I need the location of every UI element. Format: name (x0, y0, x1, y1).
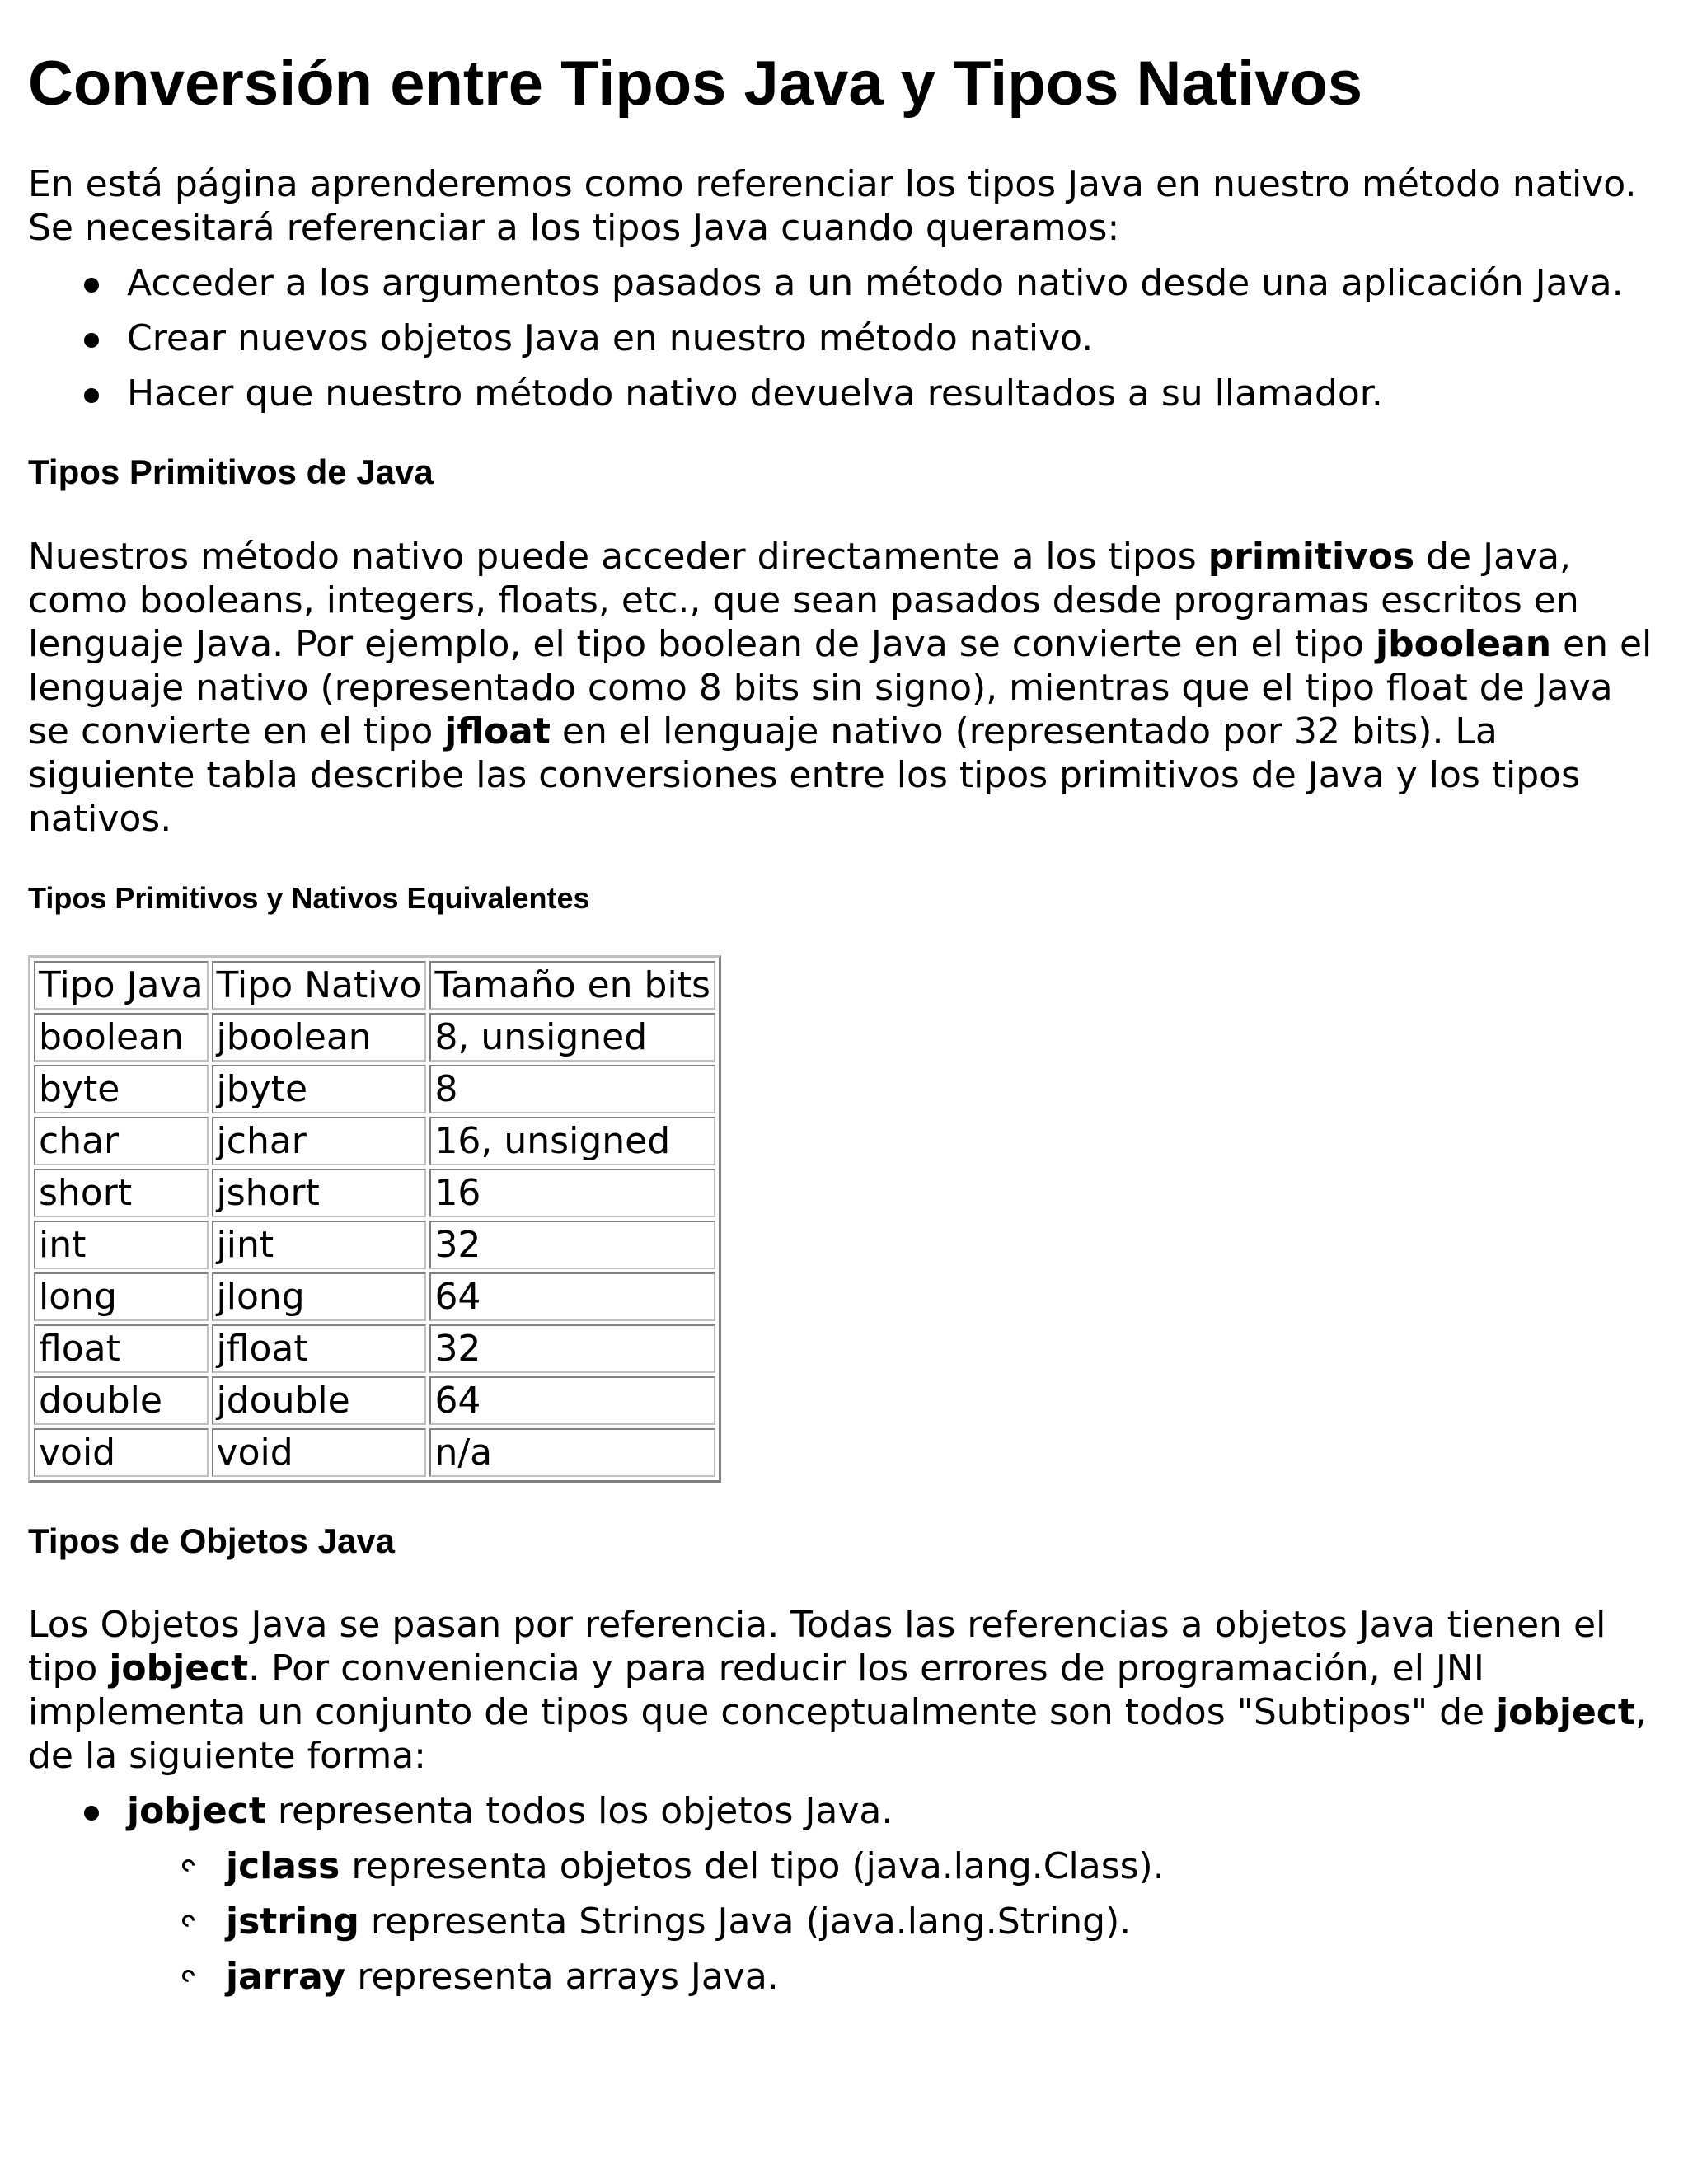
document-page (28, 48, 1660, 1999)
list-item-text: representa todos los objetos Java. (265, 1790, 893, 1833)
bullet-icon (84, 1806, 99, 1821)
bold-term: jobject (109, 1647, 249, 1690)
bold-term: jobject (1496, 1691, 1635, 1734)
table-row (34, 1272, 715, 1321)
text-span: Los Objetos Java se pasan por referencia. Todas las referencias a objetos Java tienen el tipo (28, 1604, 1606, 1690)
table-row (34, 1065, 715, 1113)
table-cell: double (34, 1376, 209, 1425)
circle-bullet-icon (180, 1857, 197, 1874)
bullet-icon (84, 333, 99, 348)
table-cell: jlong (212, 1272, 427, 1321)
list-item-text: Crear nuevos objetos Java en nuestro método nativo. (127, 317, 1094, 360)
table-cell: jboolean (212, 1013, 427, 1062)
text-span: en el lenguaje nativo (representado como 8 bits sin signo), mientras que el tipo float de Java se convierte en el tipo (28, 622, 1653, 752)
list-item-text: representa arrays Java. (345, 1956, 779, 1999)
bold-term: jstring (226, 1900, 359, 1943)
table-row (34, 1324, 715, 1373)
text-span: Nuestros método nativo puede acceder directamente a los tipos (28, 535, 1208, 578)
list-item-text: representa objetos del tipo (java.lang.Class). (340, 1845, 1165, 1888)
table-cell: 8 (429, 1065, 715, 1113)
table-header-cell: Tipo Nativo (212, 961, 427, 1010)
table-caption: Tipos Primitivos y Nativos Equivalentes (28, 880, 590, 915)
bullet-icon (84, 278, 99, 293)
primitives-paragraph (28, 535, 1660, 841)
list-item-text: Acceder a los argumentos pasados a un método nativo desde una aplicación Java. (127, 262, 1624, 305)
table-cell: 16 (429, 1169, 715, 1217)
table-cell: float (34, 1324, 209, 1373)
table-row (34, 1221, 715, 1269)
table-header-row (34, 961, 715, 1010)
table-cell: boolean (34, 1013, 209, 1062)
table-header-cell: Tipo Java (34, 961, 209, 1010)
table-cell: byte (34, 1065, 209, 1113)
circle-bullet-icon (180, 1967, 197, 1985)
table-cell: 32 (429, 1221, 715, 1269)
list-item (28, 261, 1660, 305)
table-cell: 64 (429, 1272, 715, 1321)
table-cell: 8, unsigned (429, 1013, 715, 1062)
objects-paragraph (28, 1603, 1660, 1778)
list-item-text: Hacer que nuestro método nativo devuelva resultados a su llamador. (127, 373, 1383, 415)
section-heading-objects: Tipos de Objetos Java (28, 1521, 396, 1560)
table-cell: jshort (212, 1169, 427, 1217)
sublist-item (28, 1955, 1660, 1999)
table-cell: jbyte (212, 1065, 427, 1113)
table-cell: 16, unsigned (429, 1117, 715, 1165)
table-cell: long (34, 1272, 209, 1321)
text-span: . Por conveniencia y para reducir los errores de programación, el JNI implementa un conjunto de tipos que conceptualmente son todos "Subtipos" de (28, 1647, 1497, 1734)
intro-list (28, 261, 1660, 415)
bullet-icon (84, 388, 99, 403)
table-cell: short (34, 1169, 209, 1217)
table-cell: 64 (429, 1376, 715, 1425)
table-cell: void (212, 1428, 427, 1477)
list-item (28, 316, 1660, 360)
table-cell: jdouble (212, 1376, 427, 1425)
table-row (34, 1117, 715, 1165)
list-item-text: representa Strings Java (java.lang.String). (359, 1900, 1132, 1943)
table-cell: 32 (429, 1324, 715, 1373)
bold-term: jfloat (444, 710, 551, 752)
table-cell: int (34, 1221, 209, 1269)
table-cell: jint (212, 1221, 427, 1269)
table-cell: jfloat (212, 1324, 427, 1373)
text-span: en el lenguaje nativo (representado por 32 bits). La siguiente tabla describe las conversiones entre los tipos primitivos de Java y los tipos nativos. (28, 710, 1581, 840)
bold-term: primitivos (1207, 535, 1415, 578)
circle-bullet-icon (180, 1912, 197, 1929)
intro-paragraph: En está página aprenderemos como referenciar los tipos Java en nuestro método nativo. Se necesitará referenciar a los tipos Java cuando queramos: (28, 163, 1637, 250)
objects-list (28, 1789, 1660, 1999)
bold-term: jclass (226, 1845, 340, 1888)
bold-term: jobject (127, 1790, 266, 1833)
table-cell: void (34, 1428, 209, 1477)
section-heading-primitives: Tipos Primitivos de Java (28, 452, 434, 492)
table-row (34, 1376, 715, 1425)
bold-term: jarray (226, 1956, 346, 1999)
table-cell: char (34, 1117, 209, 1165)
list-item (28, 372, 1660, 415)
table-cell: n/a (429, 1428, 715, 1477)
list-item (28, 1789, 1660, 1999)
page-title: Conversión entre Tipos Java y Tipos Nativos (28, 49, 1363, 119)
objects-sublist (127, 1844, 1660, 1999)
table-row (34, 1428, 715, 1477)
table-header-cell: Tamaño en bits (429, 961, 715, 1010)
sublist-item (28, 1900, 1660, 1943)
text-span: , de la siguiente forma: (28, 1691, 1647, 1778)
types-table (28, 955, 721, 1483)
table-row (34, 1169, 715, 1217)
sublist-item (28, 1844, 1660, 1888)
bold-term: jboolean (1376, 622, 1552, 665)
table-row (34, 1013, 715, 1062)
text-span: de Java, como booleans, integers, floats, etc., que sean pasados desde programas escritos en lenguaje Java. Por ejemplo, el tipo boolean de Java se convierte en el tipo (28, 535, 1579, 665)
table-cell: jchar (212, 1117, 427, 1165)
